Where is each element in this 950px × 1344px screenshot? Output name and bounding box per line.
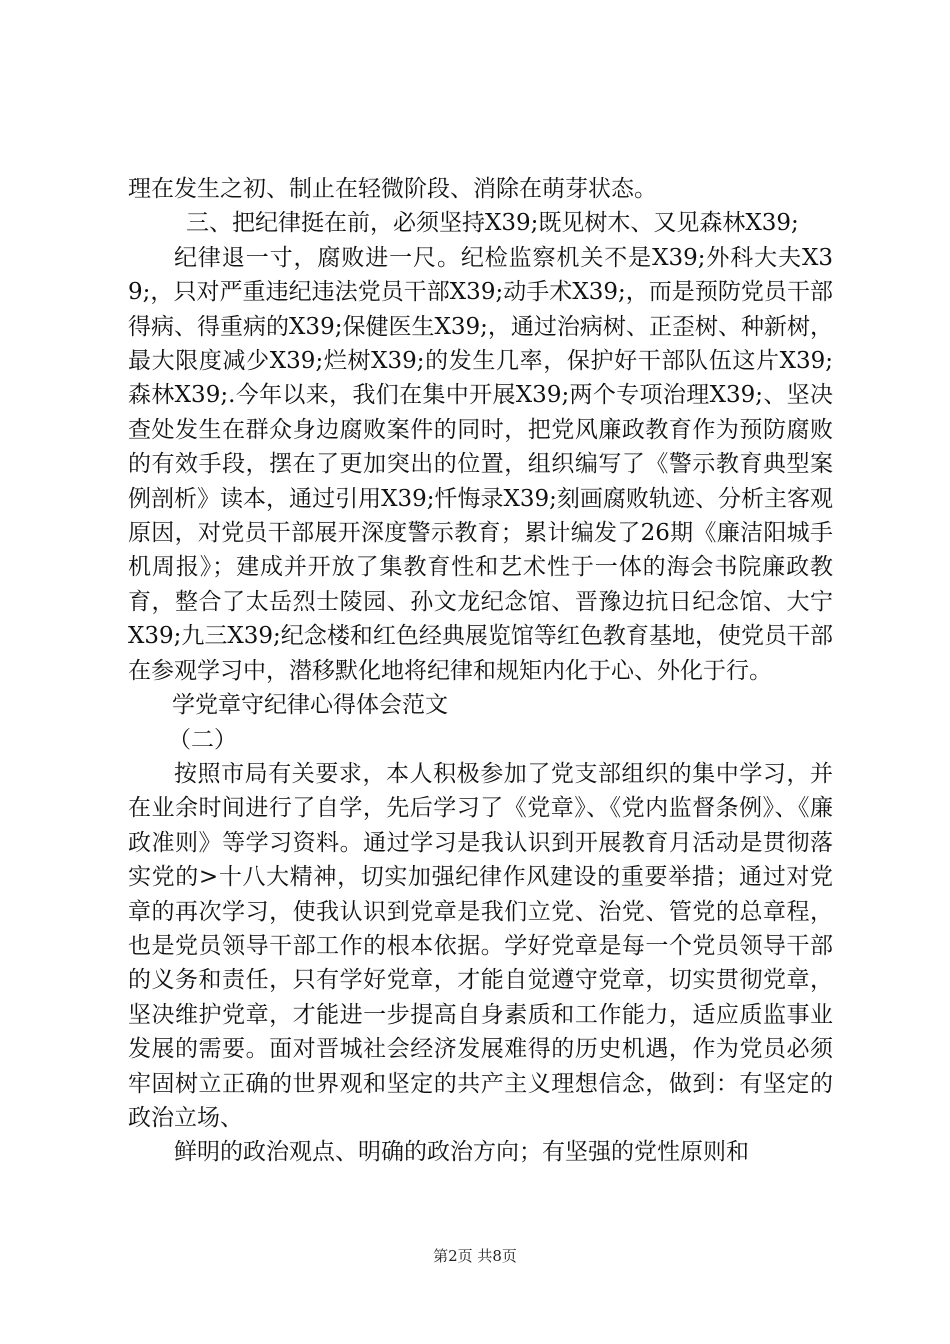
- paragraph-political: 鲜明的政治观点、明确的政治方向；有坚强的党性原则和: [174, 1139, 749, 1166]
- document-body: [128, 172, 833, 1170]
- article-title: 学党章守纪律心得体会范文: [172, 692, 448, 719]
- section-heading-three: 三、把纪律挺在前，必须坚持X39;既见树木、又见森林X39;: [186, 210, 799, 237]
- paragraph-study: 按照市局有关要求，本人积极参加了党支部组织的集中学习，并在业余时间进行了自学，先后学习了《党章》、《党内监督条例》、《廉政准则》等学习资料。通过学习是我认识到开展教育月活动是贯彻落实党的>十八大精神，切实加强纪律作风建设的重要举措；通过对党章的再次学习，使我认识到党章是我们立党、治党、管党的总章程，也是党员领导干部工作的根本依据。学好党章是每一个党员领导干部的义务和责任，只有学好党章，才能自觉遵守党章，切实贯彻党章，坚决维护党章，才能进一步提高自身素质和工作能力，适应质监事业发展的需要。面对晋城社会经济发展难得的历史机遇，作为党员必须牢固树立正确的世界观和坚定的共产主义理想信念，做到：有坚定的政治立场、: [128, 760, 833, 1131]
- paragraph-continuation: 理在发生之初、制止在轻微阶段、消除在萌芽状态。: [128, 176, 657, 202]
- paragraph-discipline: 纪律退一寸，腐败进一尺。纪检监察机关不是X39;外科大夫X39;，只对严重违纪违法党员干部X39;动手术X39;，而是预防党员干部得病、得重病的X39;保健医生X39;，通过治病树、正歪树、种新树，最大限度减少X39;烂树X39;的发生几率，保护好干部队伍这片X39;森林X39;.今年以来，我们在集中开展X39;两个专项治理X39;、坚决查处发生在群众身边腐败案件的同时，把党风廉政教育作为预防腐败的有效手段，摆在了更加突出的位置，组织编写了《警示教育典型案例剖析》读本，通过引用X39;忏悔录X39;刻画腐败轨迹、分析主客观原因，对党员干部展开深度警示教育；累计编发了26期《廉洁阳城手机周报》；建成并开放了集教育性和艺术性于一体的海会书院廉政教育，整合了太岳烈士陵园、孙文龙纪念馆、晋豫边抗日纪念馆、大宁X39;九三X39;纪念楼和红色经典展览馆等红色教育基地，使党员干部在参观学习中，潜移默化地将纪律和规矩内化于心、外化于行。: [128, 244, 833, 684]
- article-part-number: （二）: [168, 726, 237, 753]
- page-footer: 第2页 共8页: [433, 1247, 517, 1265]
